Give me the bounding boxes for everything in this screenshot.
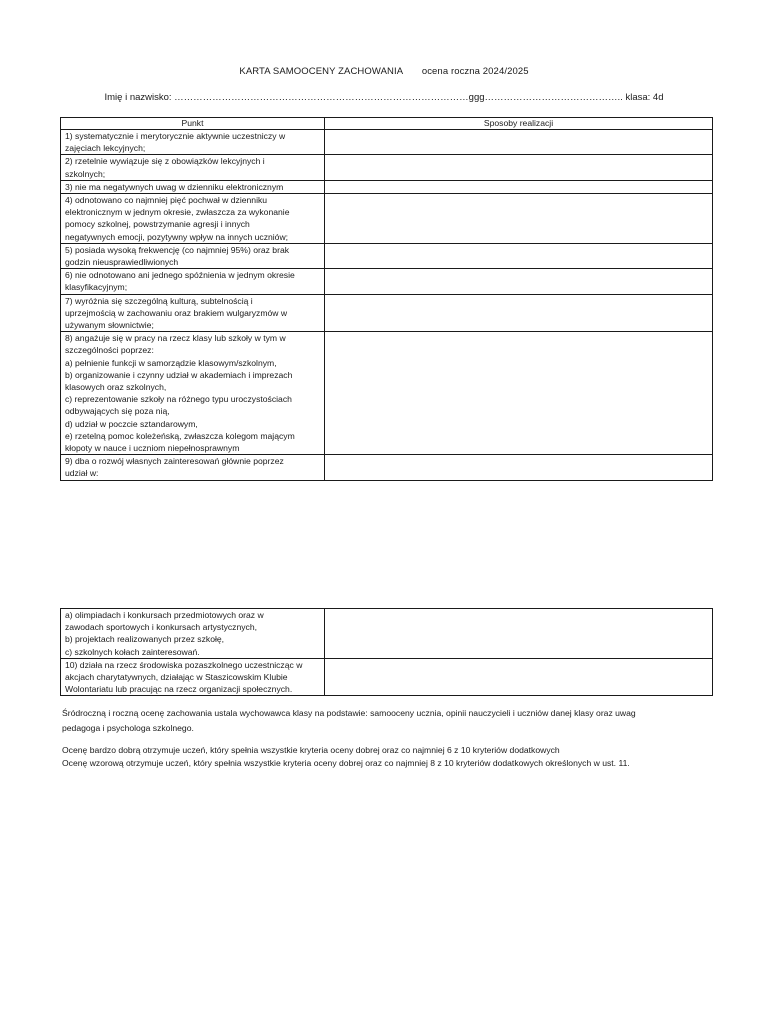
realization-cell[interactable] [325,180,713,193]
realization-cell[interactable] [325,269,713,294]
criterion-cell: 3) nie ma negatywnych uwag w dzienniku elektronicznym [61,180,325,193]
criterion-cell: a) olimpiadach i konkursach przedmiotowych oraz w zawodach sportowych i konkursach artystycznych, b) projektach realizowanych przez szkołę, c) szkolnych kołach zainteresowań. [61,609,325,659]
table-row [61,332,713,455]
criterion-cell: 6) nie odnotowano ani jednego spóźnienia w jednym okresie klasyfikacyjnym; [61,269,325,294]
self-assessment-table-continued [60,608,713,696]
criterion-cell: 9) dba o rozwój własnych zainteresowań głównie poprzez udział w: [61,455,325,480]
realization-cell[interactable] [325,130,713,155]
assessment-rules-paragraph: Śródroczną i roczną ocenę zachowania ustala wychowawca klasy na podstawie: samooceny ucznia, opinii nauczycieli i uczniów danej klasy oraz uwag pedagoga i psychologa szkolnego. [62,708,636,733]
table-row [61,294,713,332]
column-header-sposoby: Sposoby realizacji [325,118,713,130]
criterion-cell: 2) rzetelnie wywiązuje się z obowiązków lekcyjnych i szkolnych; [61,155,325,180]
table-row [61,194,713,244]
criterion-cell: 10) działa na rzecz środowiska pozaszkolnego uczestnicząc w akcjach charytatywnych, działając w Staszicowskim Klubie Wolontariatu lub pracując na rzecz organizacji społecznych. [61,658,325,696]
column-header-punkt: Punkt [61,118,325,130]
table-row [61,130,713,155]
criterion-cell: 4) odnotowano co najmniej pięć pochwał w dzienniku elektronicznym w jednym okresie, zwłaszcza za wykonanie pomocy szkolnej, powstrzymanie agresji i innych negatywnych emocji, pozytywny wpływ na innych uczniów; [61,194,325,244]
student-name-line: Imię i nazwisko: …………………………………………………………………………………ggg…………………………………….. klasa: 4d [104,92,664,103]
table-row [61,243,713,268]
table-row [61,269,713,294]
table-header-row [61,118,713,130]
table-row [61,155,713,180]
realization-cell[interactable] [325,658,713,696]
criterion-cell: 1) systematycznie i merytorycznie aktywnie uczestniczy w zajęciach lekcyjnych; [61,130,325,155]
realization-cell[interactable] [325,609,713,659]
criterion-cell: 8) angażuje się w pracy na rzecz klasy lub szkoły w tym w szczególności poprzez: a) pełnienie funkcji w samorządzie klasowym/szkolnym, b) organizowanie i czynny udział w akademiach i imprezach klasowych oraz szkolnych, c) reprezentowanie szkoły na różnego typu uroczystościach odbywających się poza nią, d) udział w poczcie sztandarowym, e) rzetelną pomoc koleżeńską, zwłaszcza kolegom mającym kłopoty w nauce i uczniom niepełnosprawnym [61,332,325,455]
realization-cell[interactable] [325,294,713,332]
table-row [61,455,713,480]
self-assessment-table [60,117,713,481]
realization-cell[interactable] [325,155,713,180]
criterion-cell: 7) wyróżnia się szczególną kulturą, subtelnością i uprzejmością w zachowaniu oraz brakiem wulgaryzmów w używanym słownictwie; [61,294,325,332]
table-row [61,609,713,659]
realization-cell[interactable] [325,243,713,268]
realization-cell[interactable] [325,332,713,455]
realization-cell[interactable] [325,194,713,244]
criterion-cell: 5) posiada wysoką frekwencję (co najmniej 95%) oraz brak godzin nieusprawiedliwionych [61,243,325,268]
page-title: KARTA SAMOOCENY ZACHOWANIA ocena roczna 2024/2025 [239,66,529,77]
grade-criteria-paragraph: Ocenę bardzo dobrą otrzymuje uczeń, który spełnia wszystkie kryteria oceny dobrej oraz co najmniej 6 z 10 kryteriów dodatkowych Ocenę wzorową otrzymuje uczeń, który spełnia wszystkie kryteria oceny dobrej oraz co najmniej 8 z 10 kryteriów dodatkowych określonych w ust. 11. [62,745,630,768]
realization-cell[interactable] [325,455,713,480]
table-row [61,180,713,193]
table-row [61,658,713,696]
